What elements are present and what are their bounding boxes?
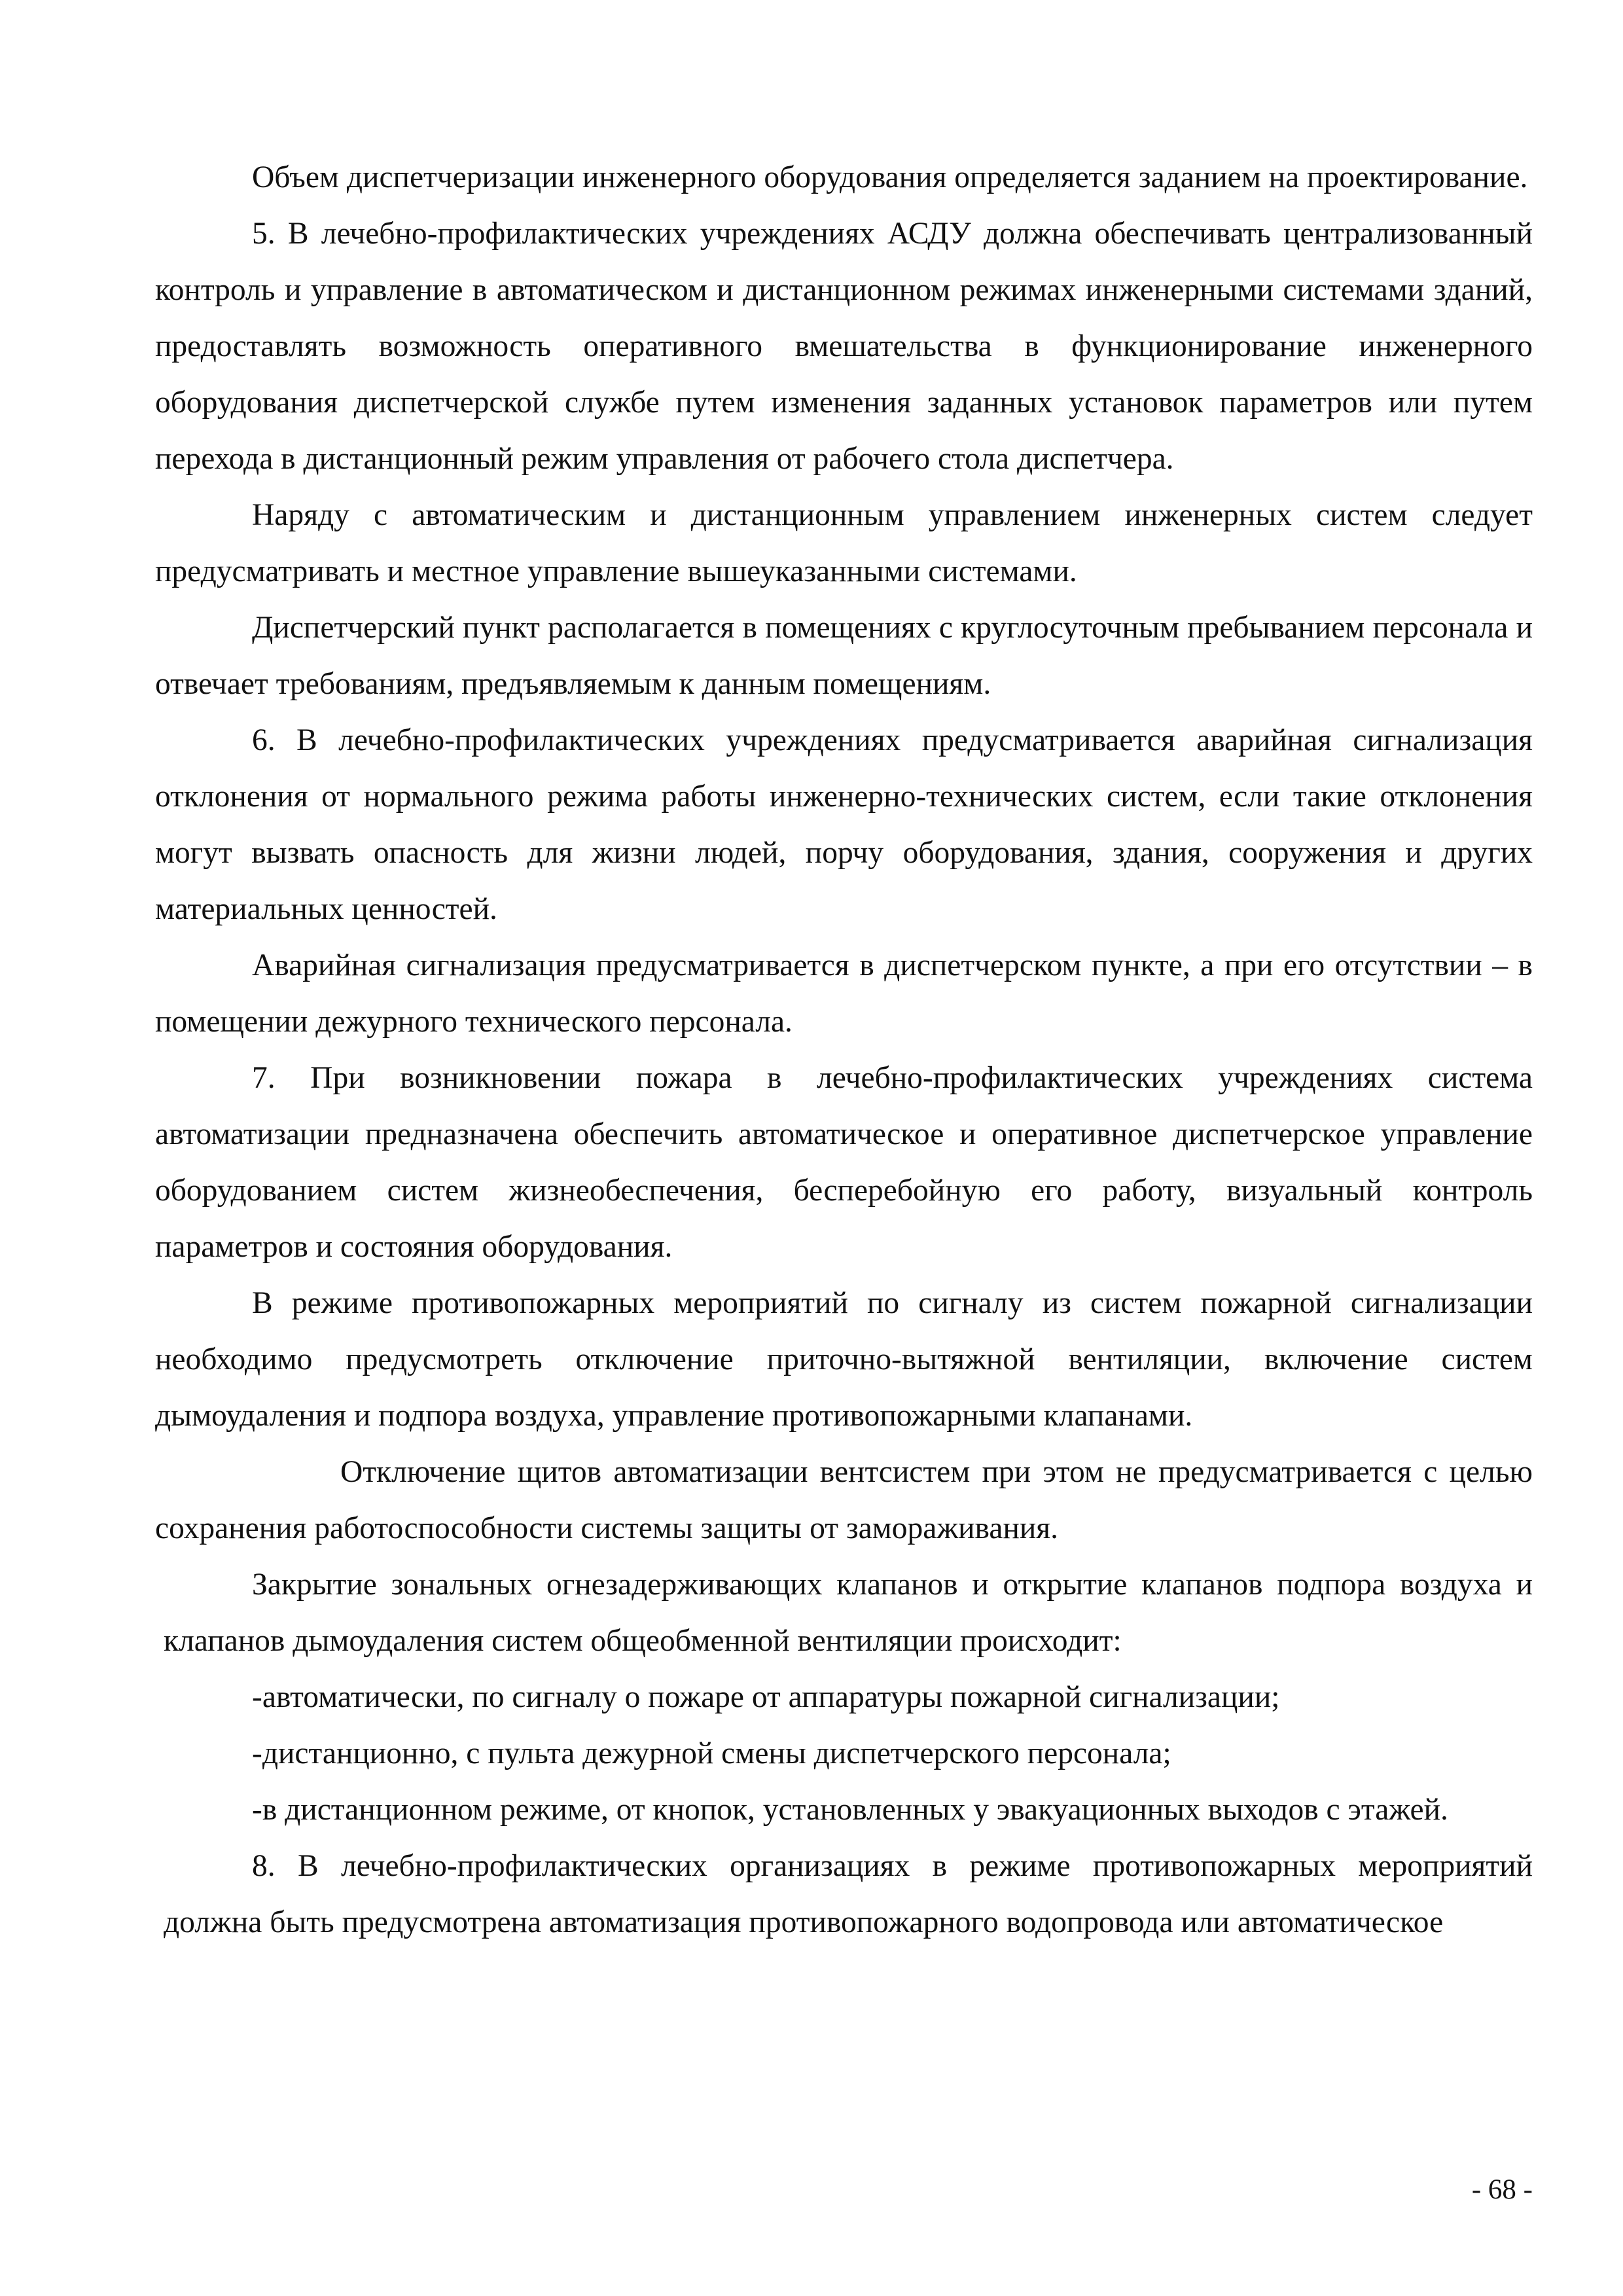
paragraph-alarm-location: Аварийная сигнализация предусматривается в диспетчерском пункте, а при его отсутствии – в помещении дежурного технического персонала. — [155, 948, 1533, 1039]
paragraph-scope: Объем диспетчеризации инженерного оборудования определяется заданием на проектирование. — [252, 160, 1528, 194]
page-number: - 68 - — [1471, 2174, 1533, 2205]
paragraph-dispatch-point: Диспетчерский пункт располагается в помещениях с круглосуточным пребыванием персонала и отвечает требованиям, предъявляемым к данным помещениям. — [155, 611, 1533, 701]
paragraph-valves: Закрытие зональных огнезадерживающих клапанов и открытие клапанов подпора воздуха и клапанов дымоудаления систем общеобменной вентиляции происходит: — [164, 1568, 1533, 1658]
paragraph-fire-mode: В режиме противопожарных мероприятий по сигналу из систем пожарной сигнализации необходимо предусмотреть отключение приточно-вытяжной вентиляции, включение систем дымоудаления и подпора воздуха, управление противопожарными клапанами. — [155, 1286, 1533, 1433]
paragraph-item-8: 8. В лечебно-профилактических организациях в режиме противопожарных мероприятий должна быть предусмотрена автоматизация противопожарного водопровода или автоматическое — [164, 1849, 1533, 1939]
list-item-remote: -дистанционно, с пульта дежурной смены диспетчерского персонала; — [252, 1736, 1171, 1770]
document-body — [155, 149, 1533, 1950]
paragraph-local-control: Наряду с автоматическим и дистанционным управлением инженерных систем следует предусматривать и местное управление вышеуказанными системами. — [155, 498, 1533, 588]
paragraph-item-5: 5. В лечебно-профилактических учреждениях АСДУ должна обеспечивать централизованный контроль и управление в автоматическом и дистанционном режимах инженерными системами зданий, предоставлять возможность оперативного вмешательства в функционирование инженерного оборудования диспетчерской службе путем изменения заданных установок параметров или путем перехода в дистанционный режим управления от рабочего стола диспетчера. — [155, 217, 1533, 476]
paragraph-item-7: 7. При возникновении пожара в лечебно-профилактических учреждениях система автоматизации предназначена обеспечить автоматическое и оперативное диспетчерское управление оборудованием систем жизнеобеспечения, бесперебойную его работу, визуальный контроль параметров и состояния оборудования. — [155, 1061, 1533, 1264]
list-item-buttons: -в дистанционном режиме, от кнопок, установленных у эвакуационных выходов с этажей. — [252, 1793, 1448, 1827]
paragraph-item-6: 6. В лечебно-профилактических учреждениях предусматривается аварийная сигнализация отклонения от нормального режима работы инженерно-технических систем, если такие отклонения могут вызвать опасность для жизни людей, порчу оборудования, здания, сооружения и других материальных ценностей. — [155, 723, 1533, 926]
paragraph-panels-shutdown: Отключение щитов автоматизации вентсистем при этом не предусматривается с целью сохранения работоспособности системы защиты от замораживания. — [155, 1455, 1533, 1545]
list-item-automatic: -автоматически, по сигналу о пожаре от аппаратуры пожарной сигнализации; — [252, 1680, 1280, 1714]
